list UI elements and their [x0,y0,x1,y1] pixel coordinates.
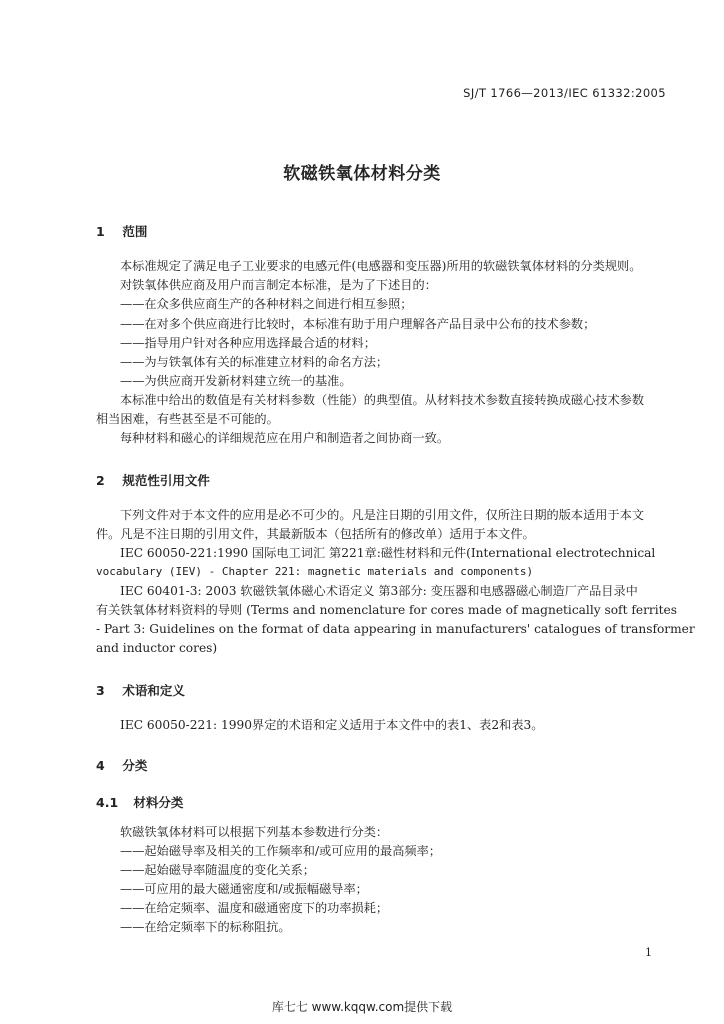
page-number: 1 [645,946,652,959]
paragraph-line: 相当困难，有些甚至是不可能的。 [96,412,279,426]
section-title: 材料分类 [133,795,184,810]
section-number: 4 [96,758,105,773]
paragraph-line: 本标准规定了满足电子工业要求的电感元件(电感器和变压器)所用的软磁铁氧体材料的分类规则。 [120,259,642,273]
paragraph-line: 本标准中给出的数值是有关材料参数（性能）的典型值。从材料技术参数直接转换成磁心技术参数 [120,393,645,407]
section-title: 规范性引用文件 [122,473,210,488]
section-title: 范围 [122,224,148,239]
list-item: ——在对多个供应商进行比较时，本标准有助于用户理解各产品目录中公布的技术参数； [120,317,596,331]
section-number: 1 [96,224,105,239]
list-item: ——为供应商开发新材料建立统一的基准。 [120,374,352,388]
paragraph-line: 对铁氧体供应商及用户而言制定本标准，是为了下述目的： [120,278,437,292]
list-item: ——起始磁导率及相关的工作频率和/或可应用的最高频率； [120,844,441,858]
reference-line: 有关铁氧体材料资料的导则 (Terms and nomenclature for cores made of magnetically soft ferrites [96,603,677,617]
section-title: 分类 [122,758,148,773]
download-footer: 库七七 www.kqqw.com提供下载 [271,1000,453,1014]
paragraph-line: 每种材料和磁心的详细规范应在用户和制造者之间协商一致。 [120,431,450,445]
list-item: ——在众多供应商生产的各种材料之间进行相互参照； [120,297,413,311]
section-title: 术语和定义 [122,683,185,698]
reference-line: IEC 60401-3: 2003 软磁铁氧体磁心术语定义 第3部分: 变压器和电感器磁心制造厂产品目录中 [120,584,638,598]
document-title: 软磁铁氧体材料分类 [283,164,441,184]
section-4-1-heading [96,793,183,811]
paragraph-line: 软磁铁氧体材料可以根据下列基本参数进行分类： [120,825,389,839]
section-3-heading [96,681,185,699]
section-number: 2 [96,473,105,488]
list-item: ——在给定频率下的标称阻抗。 [120,920,291,934]
section-2-heading [96,471,210,489]
list-item: ——为与铁氧体有关的标准建立材料的命名方法； [120,355,389,369]
section-4-heading [96,756,147,774]
paragraph-line: IEC 60050-221: 1990界定的术语和定义适用于本文件中的表1、表2和表3。 [120,718,544,732]
section-number: 4.1 [96,795,119,810]
reference-line: vocabulary (IEV) - Chapter 221: magnetic materials and components) [96,565,534,578]
paragraph-line: 件。凡是不注日期的引用文件，其最新版本（包括所有的修改单）适用于本文件。 [96,527,535,541]
section-number: 3 [96,683,105,698]
paragraph-line: 下列文件对于本文件的应用是必不可少的。凡是注日期的引用文件，仅所注日期的版本适用于本文 [120,508,645,522]
list-item: ——在给定频率、温度和磁通密度下的功率损耗； [120,901,389,915]
document-code: SJ/T 1766—2013/IEC 61332:2005 [463,86,666,100]
list-item: ——可应用的最大磁通密度和/或振幅磁导率； [120,882,368,896]
reference-line: IEC 60050-221:1990 国际电工词汇 第221章:磁性材料和元件(International electrotechnical [120,546,656,560]
reference-line: - Part 3: Guidelines on the format of data appearing in manufacturers' catalogues of transformer [96,622,695,636]
list-item: ——指导用户针对各种应用选择最合适的材料； [120,336,376,350]
section-1-heading [96,222,147,240]
list-item: ——起始磁导率随温度的变化关系； [120,863,315,877]
reference-line: and inductor cores) [96,641,218,655]
